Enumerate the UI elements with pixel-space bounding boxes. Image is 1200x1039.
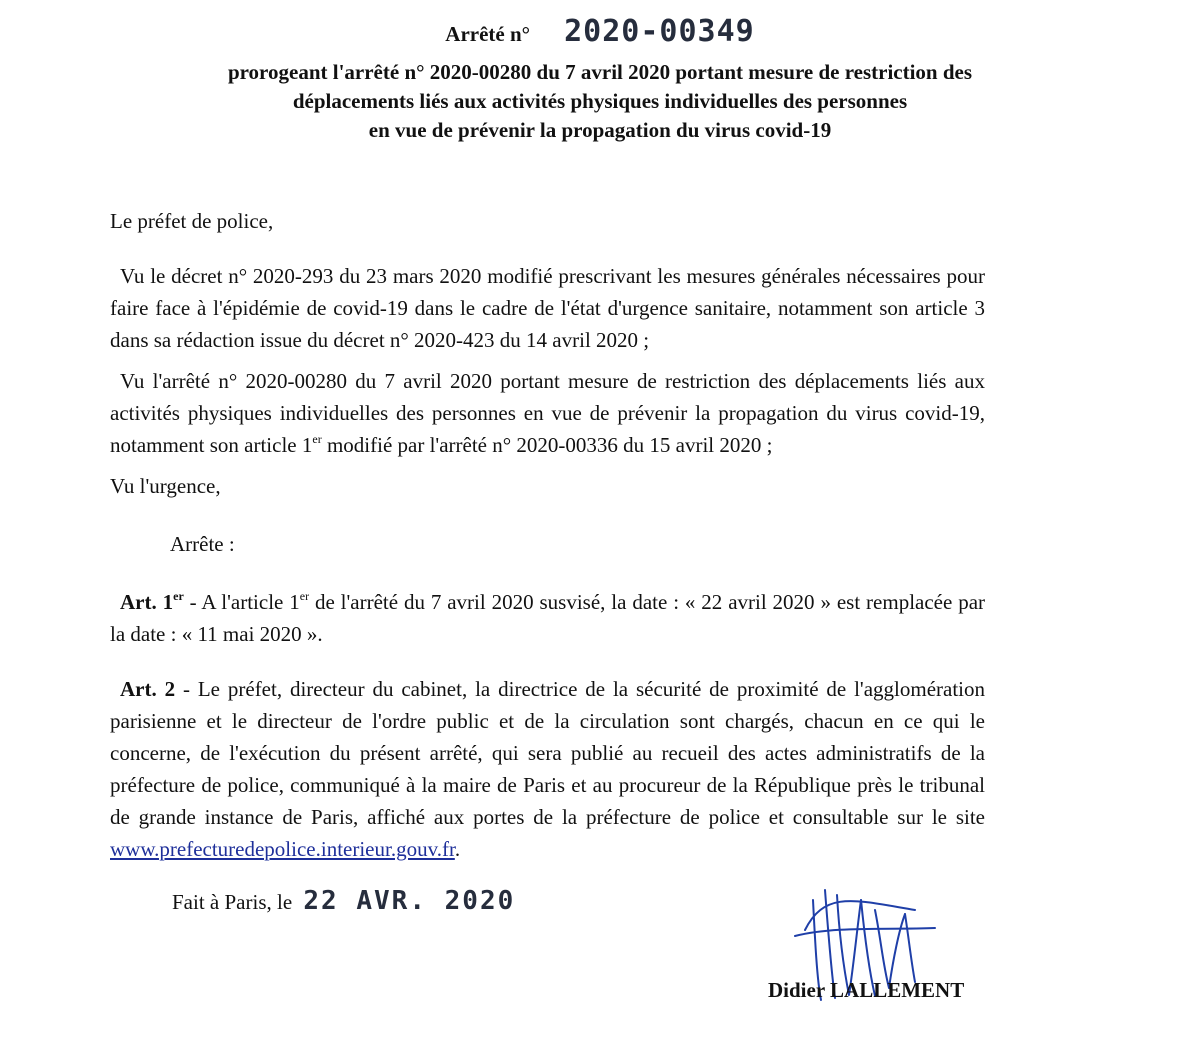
article-1-label: Art. 1er (120, 589, 184, 614)
article-1: Art. 1er - A l'article 1er de l'arrêté du 7 avril 2020 susvisé, la date : « 22 avril 2020 » est remplacée par la date : « 11 mai 2020 ». (110, 589, 986, 646)
vu-decret-paragraph: Vu le décret n° 2020-293 du 23 mars 2020 modifié prescrivant les mesures générales nécessaires pour faire face à l'épidémie de covid-19 dans le cadre de l'état d'urgence sanitaire, notamment son article 3 dans sa rédaction issue du décret n° 2020-423 du 14 avril 2020 ; (110, 264, 985, 352)
opening-line: Le préfet de police, (110, 209, 274, 233)
arrete-label: Arrêté n° (445, 22, 531, 46)
date-stamp: 22 AVR. 2020 (303, 886, 516, 916)
place-text: Fait à Paris, le (172, 890, 293, 914)
arrete-number-stamp: 2020-00349 (564, 14, 755, 49)
title-line-2: déplacements liés aux activités physiques individuelles des personnes (292, 89, 908, 113)
place-date-line (172, 886, 515, 916)
signatory-name: Didier LALLEMENT (768, 978, 965, 1002)
title-line-1: prorogeant l'arrêté n° 2020-00280 du 7 avril 2020 portant mesure de restriction des (227, 60, 973, 84)
prefecture-website-link[interactable]: www.prefecturedepolice.interieur.gouv.fr (110, 837, 455, 861)
vu-arrete-paragraph: Vu l'arrêté n° 2020-00280 du 7 avril 2020 portant mesure de restriction des déplacements liés aux activités physiques individuelles des personnes en vue de prévenir la propagation du virus covid-19, notamment son article 1er modifié par l'arrêté n° 2020-00336 du 15 avril 2020 ; (110, 369, 985, 457)
article-2-label: Art. 2 (120, 677, 176, 701)
arrete-heading (0, 14, 1200, 49)
article-2: Art. 2 - Le préfet, directeur du cabinet, la directrice de la sécurité de proximité de l'agglomération parisienne et le directeur de l'ordre public et de la circulation sont chargés, chacun en ce qui le concerne, de l'exécution du présent arrêté, qui sera publié au recueil des actes administratifs de la préfecture de police, communiqué à la maire de Paris et au procureur de la République près le tribunal de grande instance de Paris, affiché aux portes de la préfecture de police et consultable sur le site www.prefecturedepolice.interieur.gouv.fr. (110, 677, 985, 861)
vu-urgence-line: Vu l'urgence, (110, 474, 221, 498)
arrete-heading-line: Arrête : (170, 532, 235, 556)
title-line-3: en vue de prévenir la propagation du virus covid-19 (368, 118, 832, 142)
